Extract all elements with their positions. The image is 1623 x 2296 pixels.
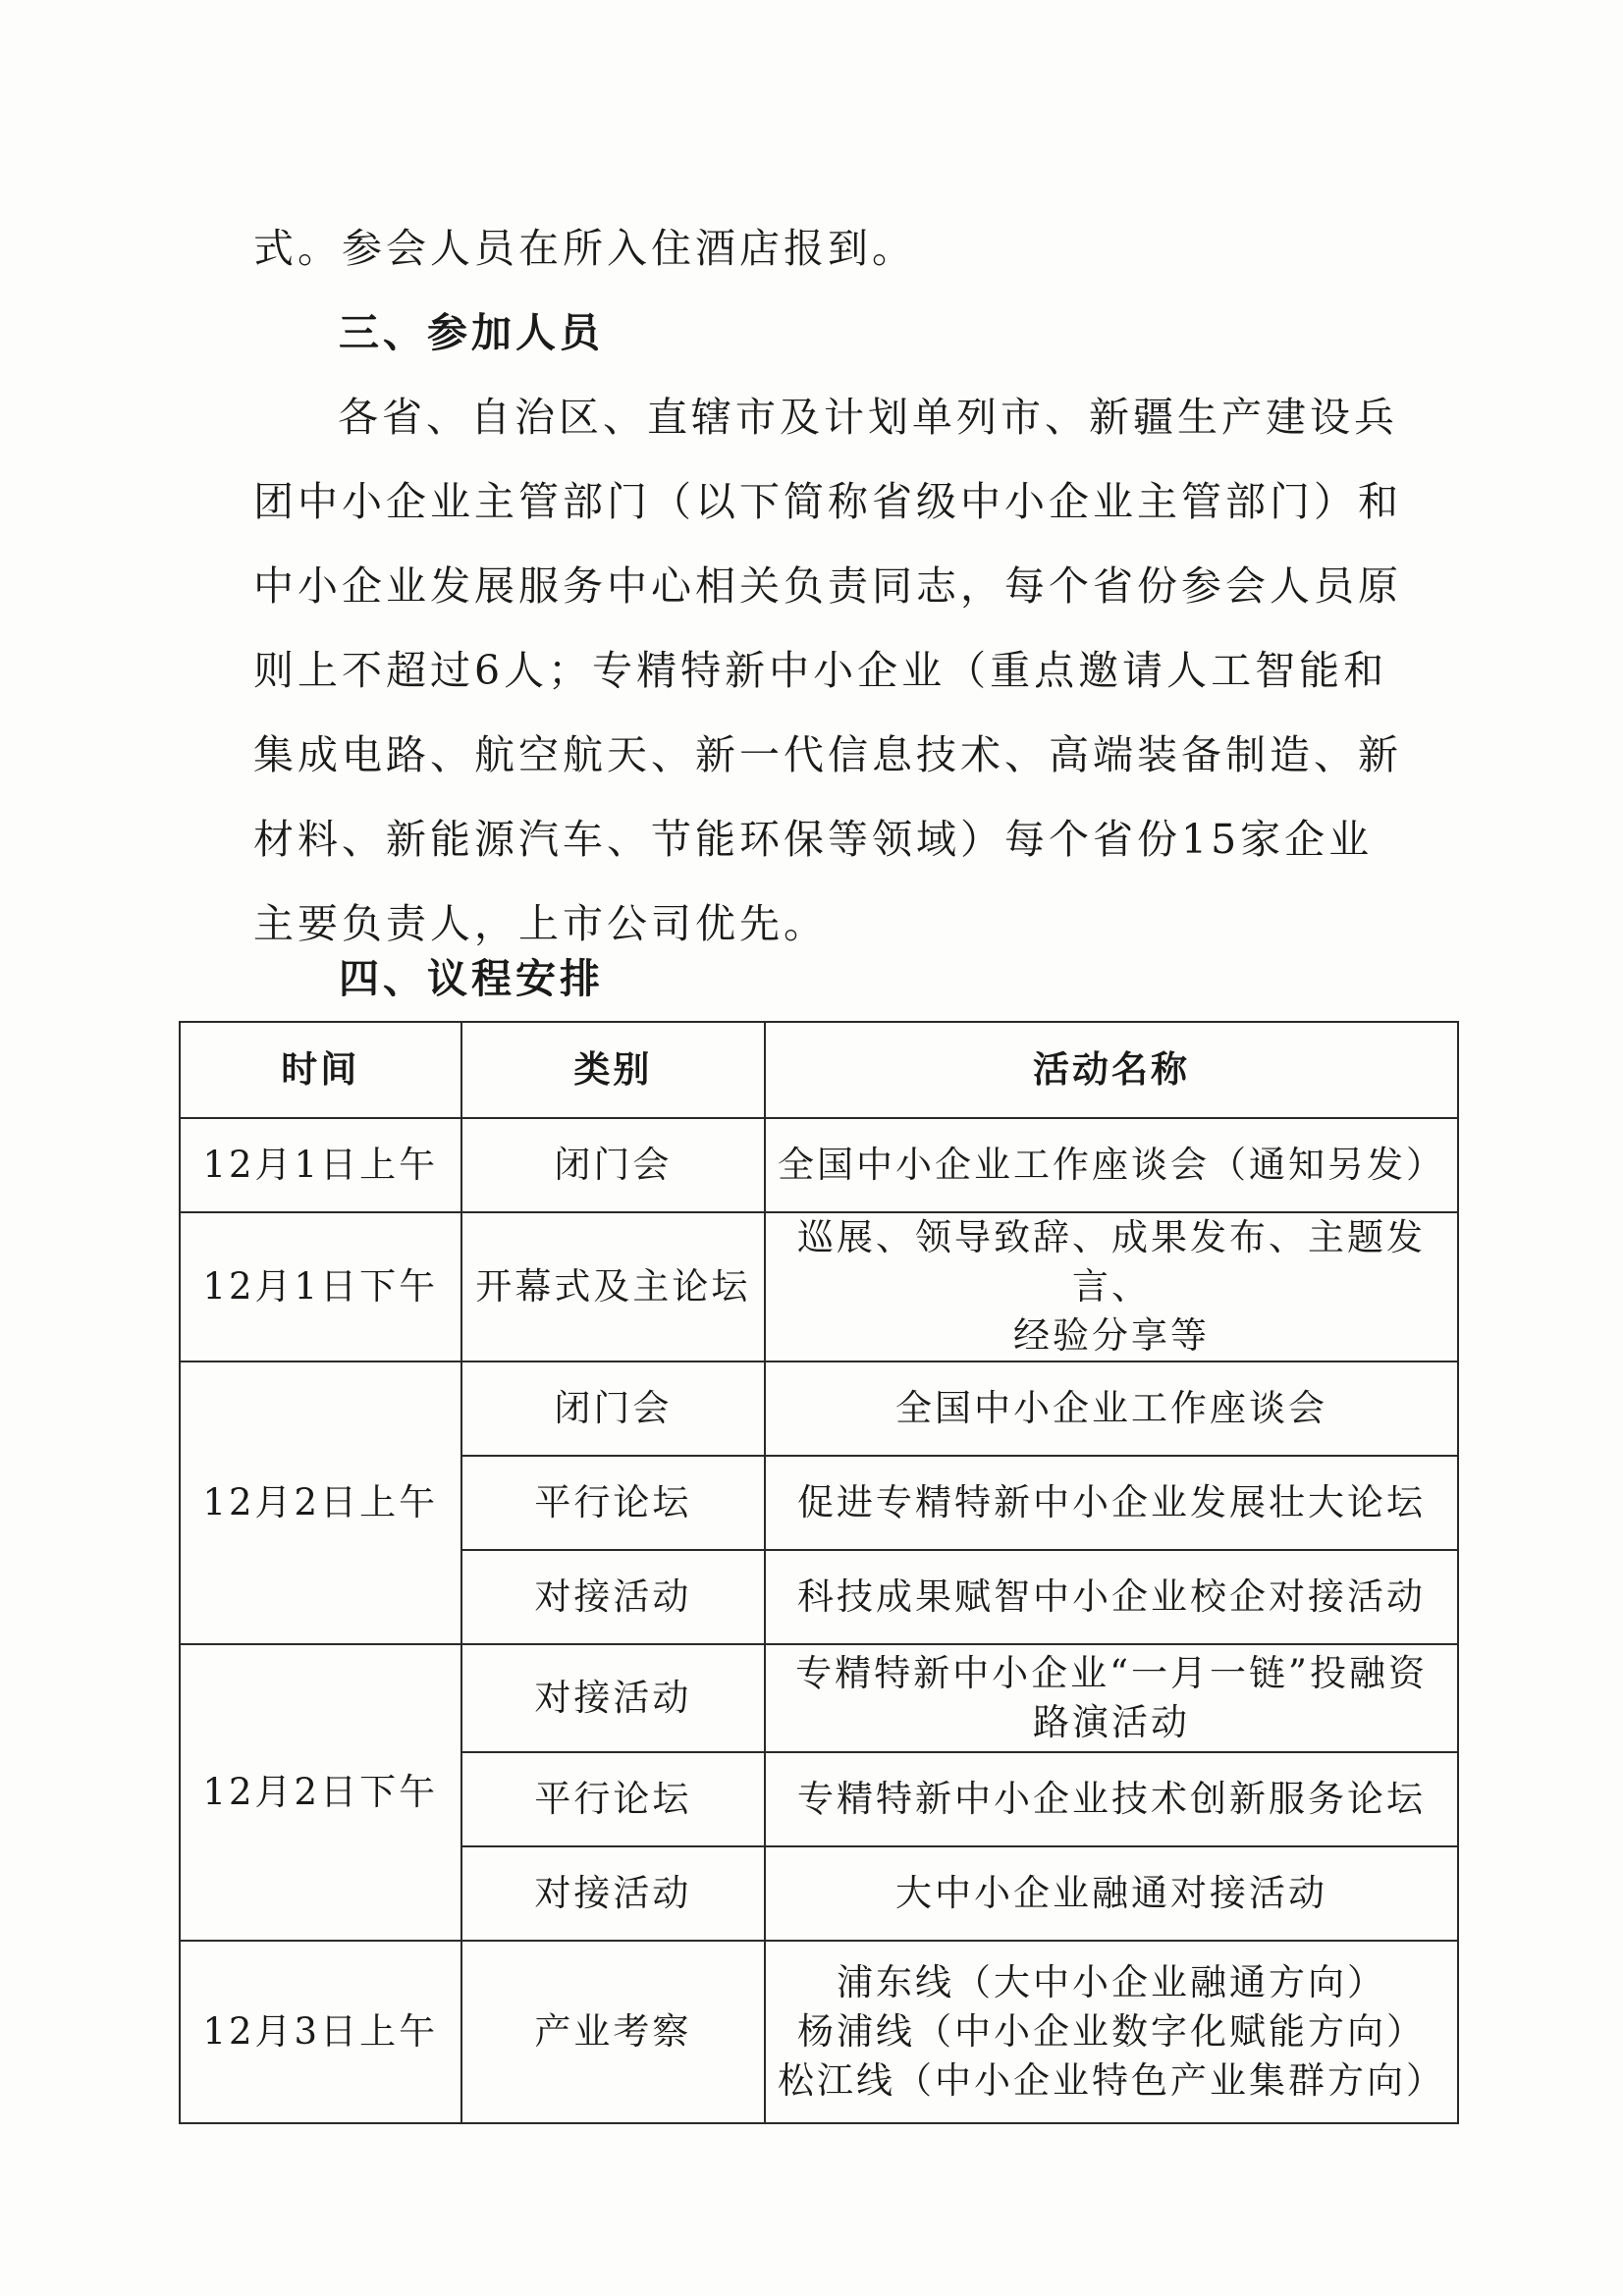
text-line: 材料、新能源汽车、节能环保等领域）每个省份15家企业: [253, 816, 1374, 863]
activity-line: 杨浦线（中小企业数字化赋能方向）: [797, 2010, 1427, 2053]
table-row: [180, 1362, 1458, 1456]
category-cell: 闭门会: [461, 1362, 766, 1456]
activity-line: 松江线（中小企业特色产业集群方向）: [778, 2059, 1446, 2102]
category-cell: 对接活动: [461, 1846, 766, 1941]
column-header-category: 类别: [461, 1022, 766, 1118]
table-header-row: [180, 1022, 1458, 1118]
category-cell: 对接活动: [461, 1550, 766, 1644]
text-line: 式。参会人员在所入住酒店报到。: [253, 225, 916, 272]
text-line: 各省、自治区、直辖市及计划单列市、新疆生产建设兵: [338, 394, 1398, 441]
activity-cell: 科技成果赋智中小企业校企对接活动: [765, 1550, 1458, 1644]
category-cell: 闭门会: [461, 1118, 766, 1212]
time-cell: 12月1日上午: [180, 1118, 461, 1212]
participants-paragraph: [253, 375, 1402, 966]
time-cell: 12月3日上午: [180, 1941, 461, 2123]
intro-paragraph: [253, 206, 1392, 291]
activity-line: 专精特新中小企业“一月一链”投融资: [795, 1652, 1428, 1694]
text-line: 团中小企业主管部门（以下简称省级中小企业主管部门）和: [253, 478, 1402, 525]
category-cell: 产业考察: [461, 1941, 766, 2123]
section-heading-participants: 三、参加人员: [339, 309, 604, 356]
activity-line: 巡展、领导致辞、成果发布、主题发言、: [797, 1216, 1427, 1308]
column-header-activity: 活动名称: [765, 1022, 1458, 1118]
activity-cell: 全国中小企业工作座谈会（通知另发）: [765, 1118, 1458, 1212]
category-cell: 平行论坛: [461, 1456, 766, 1550]
time-cell: 12月2日下午: [180, 1644, 461, 1941]
activity-cell: [765, 1212, 1458, 1362]
activity-cell: 全国中小企业工作座谈会: [765, 1362, 1458, 1456]
text-line: 集成电路、航空航天、新一代信息技术、高端装备制造、新: [253, 731, 1402, 778]
table-row: [180, 1941, 1458, 2123]
time-cell: 12月2日上午: [180, 1362, 461, 1644]
activity-cell: 专精特新中小企业技术创新服务论坛: [765, 1752, 1458, 1846]
table-row: [180, 1644, 1458, 1752]
text-line: 主要负责人，上市公司优先。: [253, 900, 828, 947]
time-cell: 12月1日下午: [180, 1212, 461, 1362]
activity-line: 经验分享等: [1013, 1314, 1211, 1357]
table-row: [180, 1212, 1458, 1362]
activity-line: 路演活动: [1033, 1701, 1191, 1743]
table-row: [180, 1118, 1458, 1212]
activity-cell: [765, 1941, 1458, 2123]
column-header-time: 时间: [180, 1022, 461, 1118]
section-heading-agenda: 四、议程安排: [339, 955, 604, 1002]
activity-cell: 促进专精特新中小企业发展壮大论坛: [765, 1456, 1458, 1550]
activity-cell: [765, 1644, 1458, 1752]
text-line: 则上不超过6人；专精特新中小企业（重点邀请人工智能和: [253, 647, 1388, 694]
category-cell: 开幕式及主论坛: [461, 1212, 766, 1362]
category-cell: 平行论坛: [461, 1752, 766, 1846]
text-line: 中小企业发展服务中心相关负责同志，每个省份参会人员原: [253, 562, 1402, 610]
agenda-table: [179, 1021, 1459, 2124]
activity-cell: 大中小企业融通对接活动: [765, 1846, 1458, 1941]
activity-line: 浦东线（大中小企业融通方向）: [837, 1961, 1387, 2003]
category-cell: 对接活动: [461, 1644, 766, 1752]
